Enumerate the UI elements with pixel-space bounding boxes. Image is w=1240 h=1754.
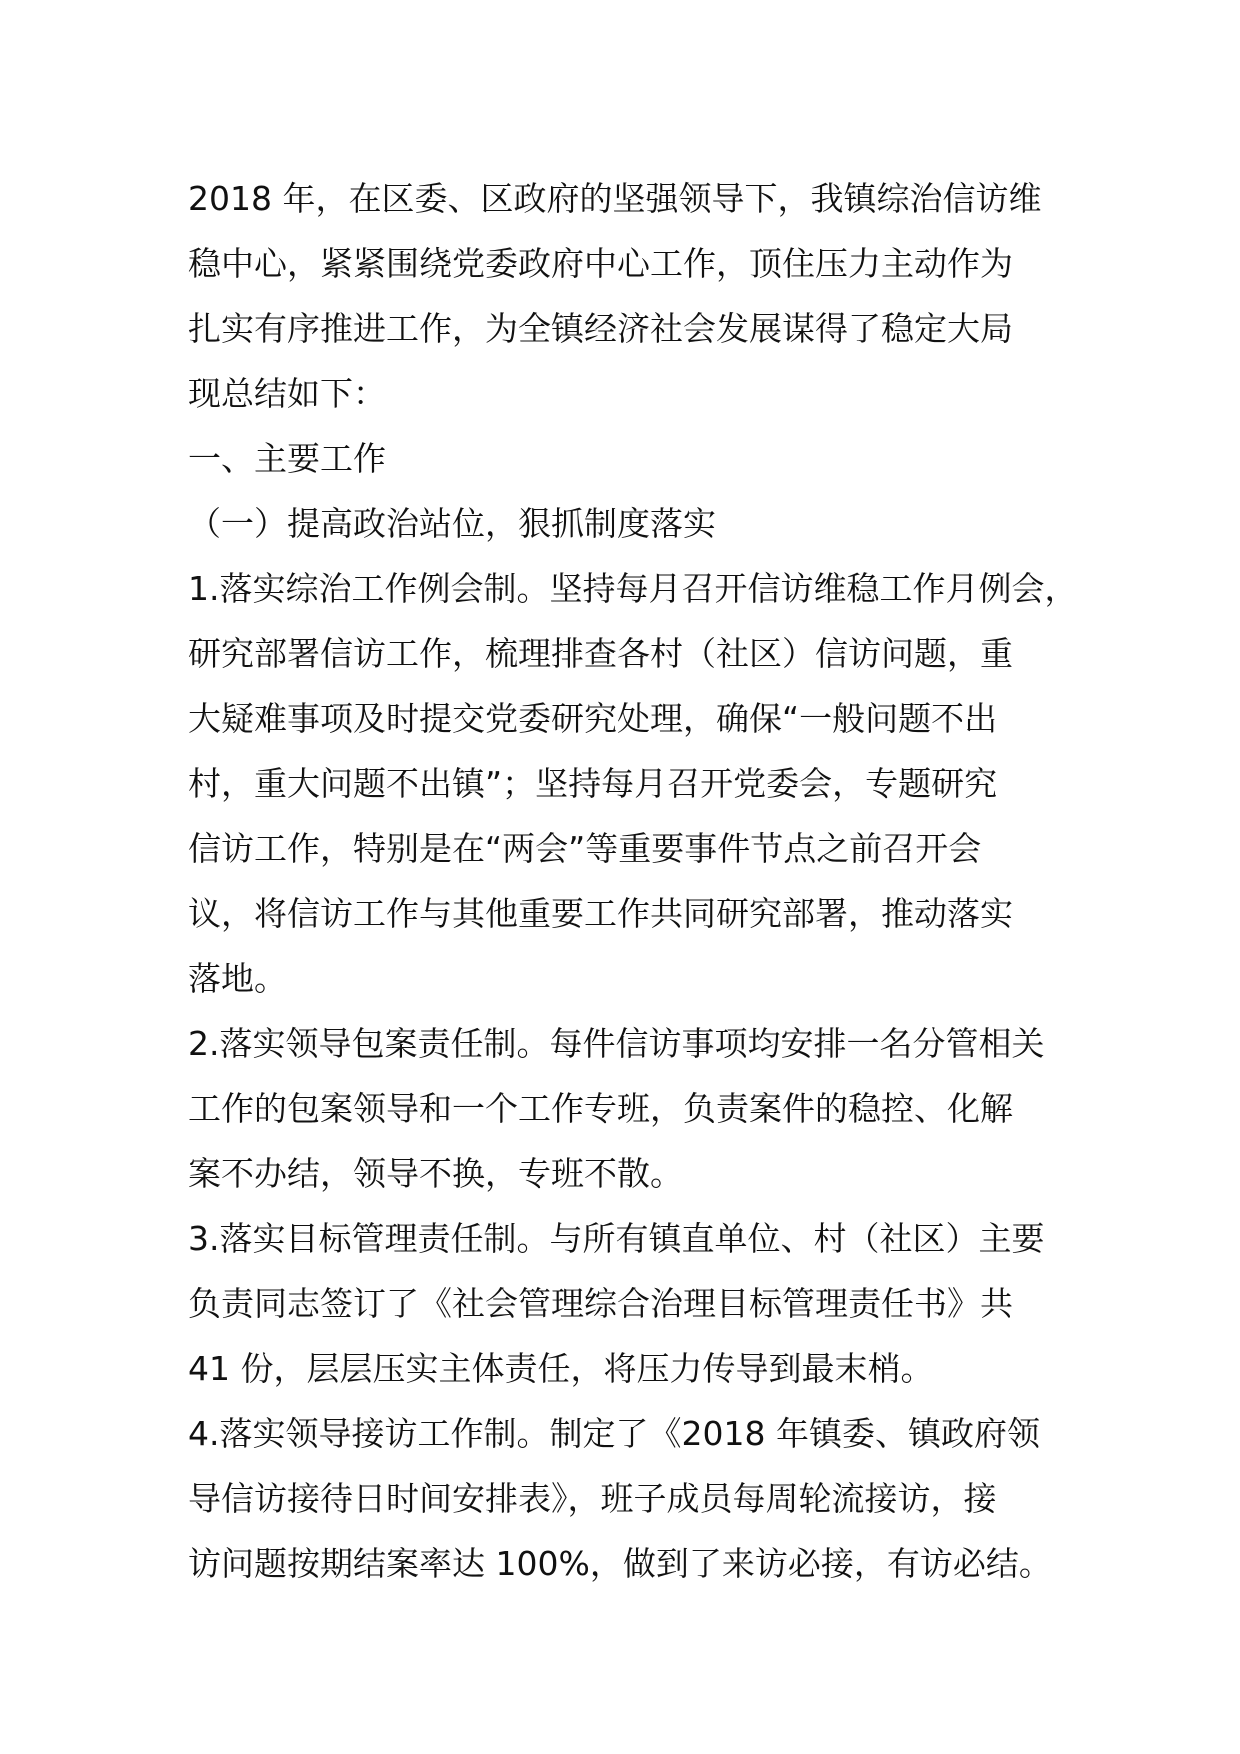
text-line: 扎实有序推进工作，为全镇经济社会发展谋得了稳定大局 [188,309,1013,348]
text-line: 2018 年，在区委、区政府的坚强领导下，我镇综治信访维 [188,179,1042,218]
text-line: 议，将信访工作与其他重要工作共同研究部署，推动落实 [188,894,1013,933]
subsection-heading: （一）提高政治站位，狠抓制度落实 [188,504,716,543]
text-line: 1.落实综治工作例会制。坚持每月召开信访维稳工作月例会， [188,569,1078,608]
text-line: 访问题按期结案率达 100%，做到了来访必接，有访必结。 [188,1544,1052,1583]
text-line: 案不办结，领导不换，专班不散。 [188,1154,683,1193]
text-line: 大疑难事项及时提交党委研究处理，确保“一般问题不出 [188,699,998,738]
text-line: 工作的包案领导和一个工作专班，负责案件的稳控、化解 [188,1089,1013,1128]
text-line: 信访工作，特别是在“两会”等重要事件节点之前召开会 [188,829,982,868]
text-line: 研究部署信访工作，梳理排查各村（社区）信访问题，重 [188,634,1013,673]
text-line: 3.落实目标管理责任制。与所有镇直单位、村（社区）主要 [188,1219,1045,1258]
text-line: 2.落实领导包案责任制。每件信访事项均安排一名分管相关 [188,1024,1045,1063]
text-line: 稳中心，紧紧围绕党委政府中心工作，顶住压力主动作为 [188,244,1013,283]
text-line: 负责同志签订了《社会管理综合治理目标管理责任书》共 [188,1284,1013,1323]
text-line: 41 份，层层压实主体责任，将压力传导到最末梢。 [188,1349,934,1388]
section-heading: 一、主要工作 [188,439,386,478]
text-line: 落地。 [188,959,287,998]
text-line: 现总结如下： [188,374,386,413]
text-line: 导信访接待日时间安排表》，班子成员每周轮流接访，接 [188,1479,997,1518]
text-line: 4.落实领导接访工作制。制定了《2018 年镇委、镇政府领 [188,1414,1040,1453]
body-text [188,166,1098,1596]
text-line: 村，重大问题不出镇”；坚持每月召开党委会，专题研究 [188,764,998,803]
